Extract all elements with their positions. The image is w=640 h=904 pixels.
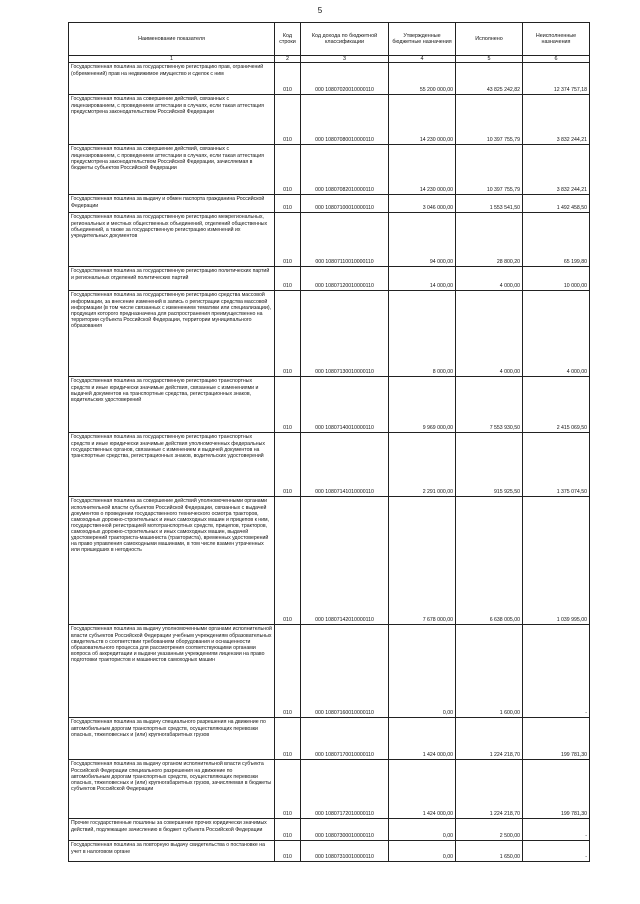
- row-code: 010: [275, 819, 301, 841]
- row-executed: 2 500,00: [456, 819, 523, 841]
- row-executed: 28 800,20: [456, 213, 523, 267]
- row-unexecuted: -: [523, 841, 590, 862]
- row-name: Государственная пошлина за совершение действий, связанных с лицензированием, с проведением аттестации в случаях, если такая аттестация предусмотрена законодательством Российской Федерации, зачисляемая в бюджеты субъектов Российской Федерации: [69, 145, 275, 195]
- row-approved: 55 200 000,00: [389, 63, 456, 95]
- row-approved: 2 291 000,00: [389, 433, 456, 497]
- table-row: [69, 625, 590, 718]
- row-name: Прочие государственные пошлины за совершение прочих юридически значимых действий, подлежащие зачислению в бюджет субъекта Российской Федерации: [69, 819, 275, 841]
- table-body: [69, 63, 590, 862]
- row-code: 010: [275, 267, 301, 291]
- table-row: [69, 718, 590, 760]
- row-unexecuted: 65 199,80: [523, 213, 590, 267]
- row-unexecuted: 10 000,00: [523, 267, 590, 291]
- row-code: 010: [275, 291, 301, 377]
- table-row: [69, 95, 590, 145]
- row-code: 010: [275, 760, 301, 819]
- row-code: 010: [275, 625, 301, 718]
- row-executed: 6 638 005,00: [456, 497, 523, 625]
- row-unexecuted: 199 781,30: [523, 760, 590, 819]
- table-row: [69, 267, 590, 291]
- table-row: [69, 760, 590, 819]
- row-unexecuted: -: [523, 819, 590, 841]
- table-row: [69, 63, 590, 95]
- revenue-table: [68, 22, 590, 862]
- row-kbk: 000 10807142010000110: [301, 497, 389, 625]
- row-code: 010: [275, 213, 301, 267]
- row-approved: 3 046 000,00: [389, 195, 456, 213]
- row-kbk: 000 10807300010000110: [301, 819, 389, 841]
- row-name: Государственная пошлина за выдачу органом исполнительной власти субъекта Российской Федерации специального разрешения на движение по автомобильным дорогам транспортных средств, осуществляющих перевозки опасных, тяжеловесных и (или) крупногабаритных грузов, зачисляемая в бюджеты субъектов Российской Федерации: [69, 760, 275, 819]
- row-kbk: 000 10807172010000110: [301, 760, 389, 819]
- row-name: Государственная пошлина за государственную регистрацию межрегиональных, региональных и местных общественных объединений, отделений общественных объединений, а также за государственную регистрацию изменений их учредительных документов: [69, 213, 275, 267]
- header-executed: Исполнено: [456, 23, 523, 56]
- row-name: Государственная пошлина за государственную регистрацию политических партий и региональных отделений политических партий: [69, 267, 275, 291]
- row-name: Государственная пошлина за государственную регистрацию средства массовой информации, за внесение изменений в запись о регистрации средства массовой информации (в том числе связанных с изменением тематики или специализации), продукция которого предназначена для распространения преимущественно на территории субъекта Российской Федерации, территории муниципального образования: [69, 291, 275, 377]
- row-approved: 0,00: [389, 819, 456, 841]
- row-executed: 915 925,50: [456, 433, 523, 497]
- row-unexecuted: 1 492 458,50: [523, 195, 590, 213]
- row-executed: 4 000,00: [456, 267, 523, 291]
- row-code: 010: [275, 145, 301, 195]
- row-kbk: 000 10807141010000110: [301, 433, 389, 497]
- row-name: Государственная пошлина за повторную выдачу свидетельства о постановке на учет в налоговом органе: [69, 841, 275, 862]
- row-approved: 0,00: [389, 841, 456, 862]
- page-number: 5: [317, 6, 323, 15]
- row-kbk: 000 10807140010000110: [301, 377, 389, 433]
- row-name: Государственная пошлина за совершение действий уполномоченными органами исполнительной власти субъектов Российской Федерации, связанных с выдачей документов о проведении государственного технического осмотра тракторов, самоходных дорожно-строительных и иных самоходных машин и прицепов к ним, государственной регистрацией мототранспортных средств, прицепов, тракторов, самоходных дорожно-строительных и иных самоходных машин, выдачей удостоверений тракториста-машиниста (тракториста), временных удостоверений на право управления самоходными машинами, в том числе взамен утраченных или пришедших в негодность: [69, 497, 275, 625]
- row-kbk: 000 10807082010000110: [301, 145, 389, 195]
- row-kbk: 000 10807100010000110: [301, 195, 389, 213]
- row-code: 010: [275, 63, 301, 95]
- row-kbk: 000 10807160010000110: [301, 625, 389, 718]
- row-executed: 1 553 541,50: [456, 195, 523, 213]
- row-executed: 10 397 755,79: [456, 145, 523, 195]
- header-row: [69, 23, 590, 56]
- row-name: Государственная пошлина за выдачу и обмен паспорта гражданина Российской Федерации: [69, 195, 275, 213]
- row-executed: 1 224 218,70: [456, 760, 523, 819]
- row-code: 010: [275, 95, 301, 145]
- row-unexecuted: -: [523, 625, 590, 718]
- row-executed: 10 397 755,79: [456, 95, 523, 145]
- header-approved: Утвержденные бюджетные назначения: [389, 23, 456, 56]
- table-row: [69, 195, 590, 213]
- table-row: [69, 497, 590, 625]
- column-number: 1: [69, 56, 275, 63]
- row-name: Государственная пошлина за государственную регистрацию транспортных средств и иные юридически значимые действия, связанные с изменениями и выдачей документов на транспортные средства, регистрационных знаков, водительских удостоверений: [69, 377, 275, 433]
- row-unexecuted: 199 781,30: [523, 718, 590, 760]
- header-unexecuted: Неисполненные назначения: [523, 23, 590, 56]
- column-number-row: [69, 56, 590, 63]
- row-name: Государственная пошлина за выдачу уполномоченными органами исполнительной власти субъектов Российской Федерации учебным учреждениям образовательных свидетельств о соответствии требованиям оборудования и оснащенности образовательного процесса для рассмотрения соответствующими органами вопроса об аккредитации и выдачи указанным учреждениям лицензии на право подготовки трактористов и машинистов самоходных машин: [69, 625, 275, 718]
- table-row: [69, 145, 590, 195]
- column-number: 6: [523, 56, 590, 63]
- row-unexecuted: 1 039 995,00: [523, 497, 590, 625]
- row-approved: 9 969 000,00: [389, 377, 456, 433]
- row-code: 010: [275, 433, 301, 497]
- row-approved: 8 000,00: [389, 291, 456, 377]
- row-executed: 7 553 930,50: [456, 377, 523, 433]
- row-unexecuted: 1 375 074,50: [523, 433, 590, 497]
- row-name: Государственная пошлина за государственную регистрацию прав, ограничений (обременений) прав на недвижимое имущество и сделок с ним: [69, 63, 275, 95]
- row-executed: 43 825 242,82: [456, 63, 523, 95]
- row-kbk: 000 10807120010000110: [301, 267, 389, 291]
- row-unexecuted: 4 000,00: [523, 291, 590, 377]
- row-kbk: 000 10807170010000110: [301, 718, 389, 760]
- row-unexecuted: 3 832 244,21: [523, 145, 590, 195]
- table-row: [69, 841, 590, 862]
- row-approved: 14 230 000,00: [389, 145, 456, 195]
- row-name: Государственная пошлина за государственную регистрацию транспортных средств и иные юридически значимые действия уполномоченных федеральных государственных органов, связанные с изменением и выдачей документов на транспортные средства, регистрационных знаков, водительских удостоверений: [69, 433, 275, 497]
- header-code: Код строки: [275, 23, 301, 56]
- column-number: 2: [275, 56, 301, 63]
- row-unexecuted: 12 374 757,18: [523, 63, 590, 95]
- row-executed: 4 000,00: [456, 291, 523, 377]
- row-kbk: 000 10807080010000110: [301, 95, 389, 145]
- table-row: [69, 291, 590, 377]
- table-row: [69, 433, 590, 497]
- header-name: Наименование показателя: [69, 23, 275, 56]
- column-number: 3: [301, 56, 389, 63]
- row-code: 010: [275, 377, 301, 433]
- column-number: 5: [456, 56, 523, 63]
- row-executed: 1 224 218,70: [456, 718, 523, 760]
- header-kbk: Код дохода по бюджетной классификации: [301, 23, 389, 56]
- row-code: 010: [275, 841, 301, 862]
- row-executed: 1 650,00: [456, 841, 523, 862]
- row-approved: 14 230 000,00: [389, 95, 456, 145]
- row-code: 010: [275, 718, 301, 760]
- row-code: 010: [275, 497, 301, 625]
- row-code: 010: [275, 195, 301, 213]
- row-unexecuted: 3 832 244,21: [523, 95, 590, 145]
- row-approved: 1 424 000,00: [389, 718, 456, 760]
- table-row: [69, 213, 590, 267]
- row-approved: 0,00: [389, 625, 456, 718]
- row-approved: 1 424 000,00: [389, 760, 456, 819]
- row-kbk: 000 10807310010000110: [301, 841, 389, 862]
- row-kbk: 000 10807020010000110: [301, 63, 389, 95]
- row-unexecuted: 2 415 069,50: [523, 377, 590, 433]
- row-kbk: 000 10807130010000110: [301, 291, 389, 377]
- row-approved: 7 678 000,00: [389, 497, 456, 625]
- table-row: [69, 377, 590, 433]
- row-approved: 94 000,00: [389, 213, 456, 267]
- row-executed: 1 600,00: [456, 625, 523, 718]
- column-number: 4: [389, 56, 456, 63]
- row-kbk: 000 10807110010000110: [301, 213, 389, 267]
- table-row: [69, 819, 590, 841]
- row-name: Государственная пошлина за совершение действий, связанных с лицензированием, с проведением аттестации в случаях, если такая аттестация предусмотрена законодательством Российской Федерации: [69, 95, 275, 145]
- row-approved: 14 000,00: [389, 267, 456, 291]
- row-name: Государственная пошлина за выдачу специального разрешения на движение по автомобильным дорогам транспортных средств, осуществляющих перевозки опасных, тяжеловесных и (или) крупногабаритных грузов: [69, 718, 275, 760]
